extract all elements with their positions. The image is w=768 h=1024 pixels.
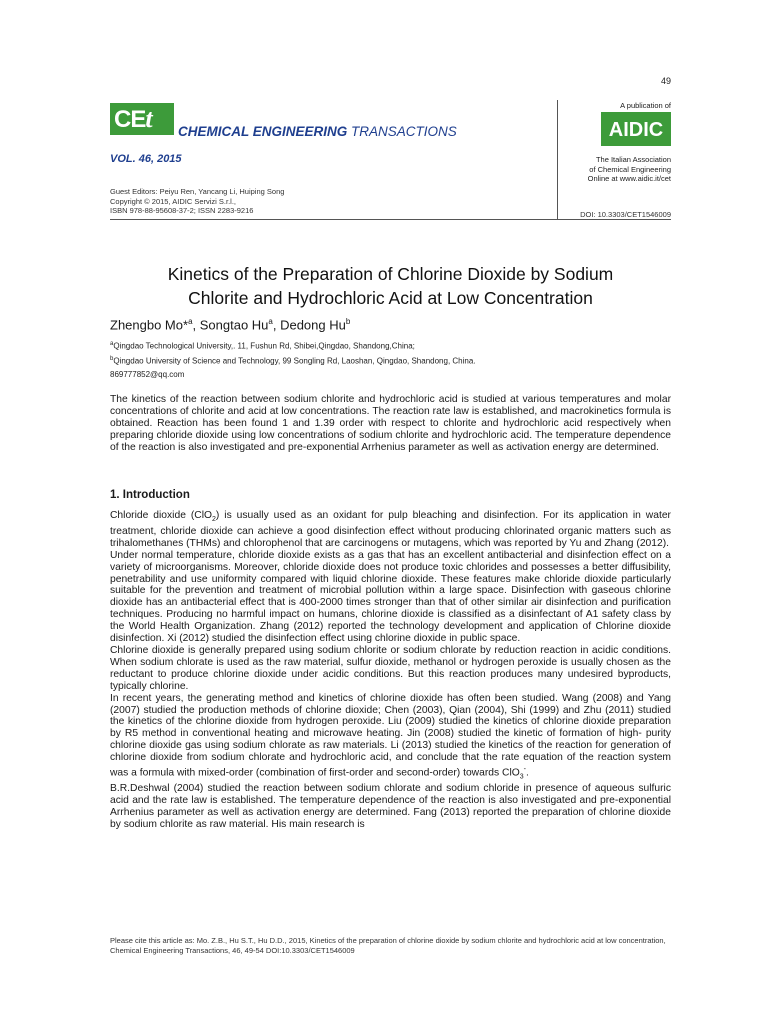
page-number: 49 (660, 76, 671, 86)
association-line: of Chemical Engineering (589, 164, 671, 174)
section-heading-introduction: 1. Introduction (110, 489, 190, 501)
author-list (110, 317, 350, 332)
citation-footer: Please cite this article as: Mo. Z.B., Hu S.T., Hu D.D., 2015, Kinetics of the preparation of chlorine dioxide by sodium chlorite and hydrochloric acid at low concentration, Chemical Engineering Transactions, 46, 49-54 DOI:10.3303/CET1546009 (110, 936, 666, 955)
affiliation-b (110, 356, 476, 366)
author-affil-mark: a (268, 317, 273, 326)
editors-block (110, 187, 284, 216)
paragraph-text: In recent years, the generating method and kinetics of chlorine dioxide has often been studied. Wang (2008) and Yang (2007) studied the production methods of chlorine dioxide; Chen (2003), Qian (2004), Shi (1999) and Zhu (2011) studied the kinetics of the chlorine dioxide from hydrogen peroxide. Liu (2009) studied the kinetics of chlorine dioxide preparation by R5 method in conventional heating and microwave heating. Jin (2008) studied the kinetic of formation of high- purity chlorine dioxide gas using sodium chlorate as raw materials. Li (2013) studied the kinetics of the reaction for generation of chlorine dioxide from sodium chlorate and hydrochloric acid, and conclude that the rate equation of the reaction system was a formula with mixed-order (combination of first-order and second-order) towards ClO (110, 692, 671, 779)
author-name: , Songtao Hu (192, 317, 269, 333)
superscript: - (523, 766, 526, 774)
editors-line: Guest Editors: Peiyu Ren, Yancang Li, Huiping Song (110, 187, 285, 196)
copyright-line: Copyright © 2015, AIDIC Servizi S.r.l., (110, 196, 236, 206)
intro-body (110, 510, 671, 831)
intro-paragraph-4 (110, 693, 671, 784)
author-affil-mark: b (345, 317, 351, 326)
intro-paragraph-5: B.R.Deshwal (2004) studied the reaction between sodium chlorate and sodium chloride in presence of aqueous sulfuric acid and the rate law is established. The temperature dependence of the reaction is also investigated and pre-exponential Arrhenius parameter as well as activation energy are determined. Fang (2013) reported the preparation of chlorine dioxide by sodium chlorite as raw material. His main research is (110, 783, 671, 831)
affil-mark: a (110, 341, 114, 347)
paragraph-text: Chloride dioxide (ClO (110, 510, 213, 521)
author-email[interactable]: 869777852@qq.com (110, 370, 185, 379)
association-line: The Italian Association (595, 155, 671, 164)
aidic-logo: AIDIC (601, 112, 671, 146)
affil-text: Qingdao University of Science and Technology, 99 Songling Rd, Laoshan, Qingdao, Shandong, China. (113, 356, 476, 366)
isbn-line: ISBN 978-88-95608-37-2; ISSN 2283-9216 (110, 206, 254, 215)
intro-paragraph-2: Under normal temperature, chloride dioxide exists as a gas that has an excellent antibacterial and disinfection effect on a variety of microorganisms. Moreover, chloride dioxide does not produce toxic chlorides and possesses a better diffusibility, penetrability and use uniformity compared with liquid chlorine dioxide. These features make chloride dioxide particularly suitable for the prevention and treatment of microbial pollution within a large space. Disinfection with gaseous chlorine dioxide has an antibacterial effect that is 400-2000 times stronger than that of other similar air disinfection and purification techniques. Producing no harmful impact on humans, chlorine dioxide is classified as a disinfectant of A1 safety class by the World Health Organization. Zhang (2012) reported the technology development and application of Chlorine dioxide disinfection. Xi (2012) studied the disinfection effect using chlorine dioxide in public space. (110, 549, 671, 645)
association-block (588, 155, 671, 184)
author-name: , Dedong Hu (272, 317, 346, 333)
affil-mark: b (110, 356, 114, 362)
logo-main-text: CE (114, 106, 146, 133)
affil-text: Qingdao Technological University,. 11, Fushun Rd, Shibei,Qingdao, Shandong,China; (113, 341, 415, 351)
cet-logo (110, 103, 174, 135)
intro-paragraph-3: Chlorine dioxide is generally prepared using sodium chlorite or sodium chlorate by reduction reaction in acidic conditions. When sodium chlorate is used as the raw material, sulfur dioxide, methanol or hydrogen peroxide is usually chosen as the reductant to produce chlorine dioxide under acidic conditions. But this reaction produces many undesired byproducts, typically chlorine. (110, 645, 671, 692)
title-line: Kinetics of the Preparation of Chlorine Dioxide by Sodium (167, 264, 614, 284)
header-divider-horizontal (110, 219, 671, 220)
abstract: The kinetics of the reaction between sodium chlorite and hydrochloric acid is studied at various temperatures and molar concentrations of chlorite and acid at low concentrations. The reaction rate law is established, and macrokinetics formula is obtained. Reaction has been found 1 and 1.39 order with respect to chlorite and hydrochloric acid respectively when preparing chloride dioxide using low concentrations of sodium chlorite and hydrochloric acid. The temperature dependence of the reaction is also investigated and pre-exponential Arrhenius parameter as well as activation energy are determined. (110, 394, 671, 453)
journal-title-bold: CHEMICAL ENGINEERING (178, 124, 348, 139)
logo-accent-text: t (145, 104, 152, 133)
paper-title (110, 262, 671, 310)
author-name: Zhengbo Mo* (110, 317, 189, 333)
paragraph-text: ) is usually used as an oxidant for pulp bleaching and disinfection. For its application in water treatment, chloride dioxide can achieve a good disinfection effect without producing chlorinated organic matters such as trihalomethanes (THMs) and chlorophenol that are carcinogens or mutagens, which was reported by Yu and Zhang (2012). (110, 510, 671, 549)
doi-label: DOI: 10.3303/CET1546009 (580, 210, 671, 219)
paragraph-text: . (526, 767, 529, 779)
association-link[interactable]: Online at www.aidic.it/cet (587, 174, 671, 183)
journal-title-rest: TRANSACTIONS (347, 124, 457, 139)
author-affil-mark: a (188, 317, 193, 326)
title-line: Chlorite and Hydrochloric Acid at Low Concentration (188, 288, 593, 308)
affiliation-a (110, 341, 415, 351)
header-divider-vertical (557, 100, 558, 220)
intro-paragraph-1 (110, 510, 671, 550)
journal-title (178, 124, 457, 139)
publication-of-label: A publication of (620, 101, 671, 110)
subscript: 2 (212, 516, 216, 524)
subscript: 3 (519, 773, 524, 781)
volume-label: VOL. 46, 2015 (110, 153, 182, 165)
